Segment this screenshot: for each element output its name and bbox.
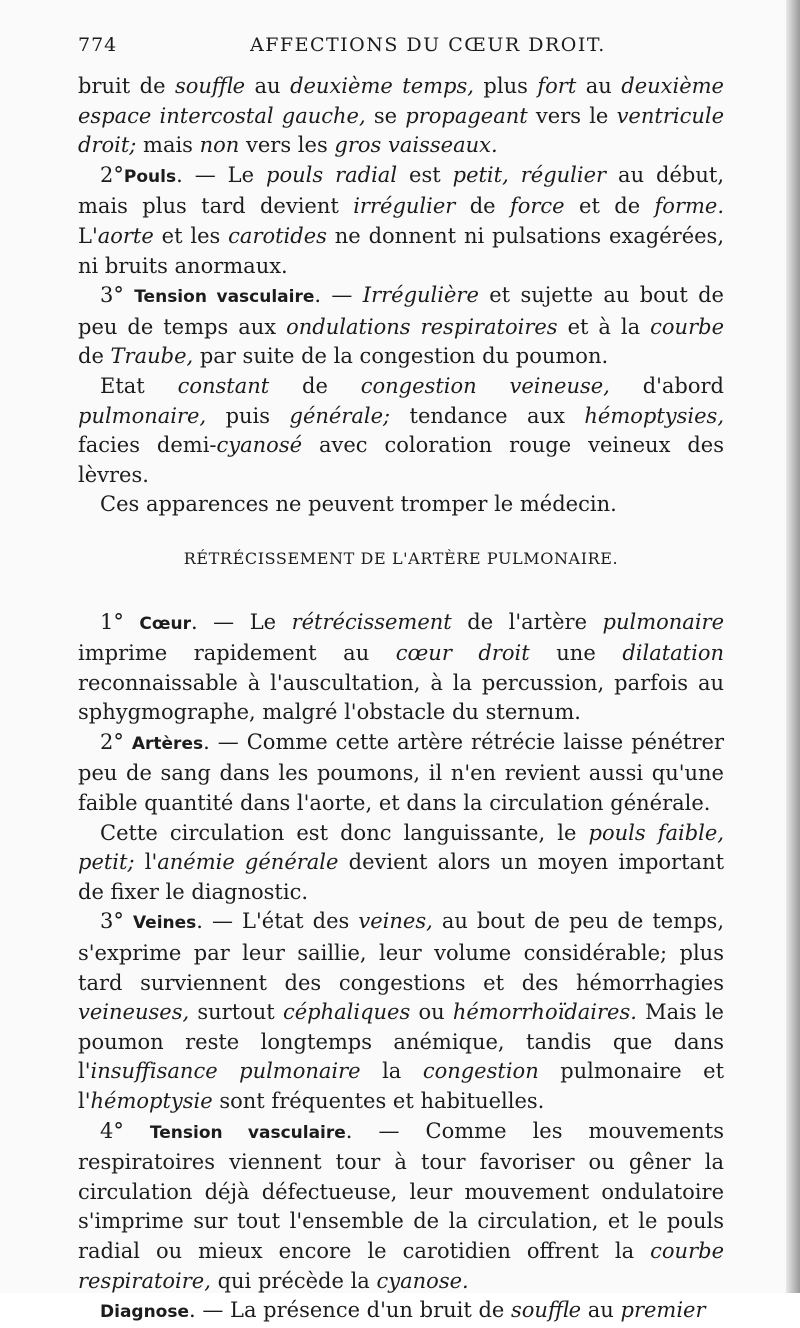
keyword-coeur: Cœur	[139, 613, 191, 634]
keyword-tension-vasculaire: Tension vasculaire	[134, 287, 315, 308]
page-edge-shadow	[786, 0, 800, 1293]
paragraph-apparences: Ces apparences ne peuvent tromper le médecin.	[100, 492, 617, 517]
paragraph-etat-constant: Etat constant de congestion veineuse, d'abord pulmonaire, puis générale; tendance aux hémoptysies, facies demi-cyanosé avec coloration rouge veineux des lèvres.	[78, 373, 725, 487]
keyword-arteres: Artères	[131, 733, 204, 754]
paragraph-tension-vasculaire-2: 4° Tension vasculaire. — Comme les mouvements respiratoires viennent tour à tour favoriser ou gêner la circulation déjà défectueuse, leur mouvement ondulatoire s'imprime sur tout l'ensemble de la circulation, et le pouls radial ou mieux encore le carotidien offrent la courbe respiratoire, qui précède la cyanose.	[78, 1118, 724, 1293]
paragraph-arteres: 2° Artères. — Comme cette artère rétrécie laisse pénétrer peu de sang dans les poumons, il n'en revient aussi qu'une faible quantité dans l'aorte, et dans la circulation générale.	[78, 729, 724, 816]
keyword-pouls: Pouls	[123, 166, 177, 187]
paragraph-circulation: Cette circulation est donc languissante, le pouls faible, petit; l'anémie générale devient alors un moyen important de fixer le diagnostic.	[78, 820, 725, 904]
page-body	[78, 72, 724, 1328]
paragraph-diagnose: Diagnose. — La présence d'un bruit de souffle au premier	[100, 1298, 706, 1323]
paragraph-coeur: 1° Cœur. — Le rétrécissement de l'artère pulmonaire imprime rapidement au cœur droit une dilatation reconnaissable à l'auscultation, à la percussion, parfois au sphygmographe, malgré l'obstacle du sternum.	[78, 609, 725, 725]
running-title: AFFECTIONS DU CŒUR DROIT.	[250, 34, 606, 56]
keyword-veines: Veines	[132, 913, 197, 934]
paragraph-tension-vasculaire: 3° Tension vasculaire. — Irrégulière et sujette au bout de peu de temps aux ondulations respiratoires et à la courbe de Traube, par suite de la congestion du poumon.	[78, 283, 724, 369]
paragraph-continuation: bruit de souffle au deuxième temps, plus fort au deuxième espace intercostal gauche, se propageant vers le ventricule droit; mais non vers les gros vaisseaux.	[78, 74, 725, 158]
paragraph-pouls: 2°Pouls. — Le pouls radial est petit, régulier au début, mais plus tard devient irrégulier de force et de forme. L'aorte et les carotides ne donnent ni pulsations exagérées, ni bruits anormaux.	[78, 162, 725, 278]
section-title: RÉTRÉCISSEMENT DE L'ARTÈRE PULMONAIRE.	[183, 548, 619, 568]
keyword-tension-vasculaire-2: Tension vasculaire	[149, 1122, 346, 1143]
paragraph-veines: 3° Veines. — L'état des veines, au bout de peu de temps, s'exprime par leur saillie, leur volume considérable; plus tard surviennent des congestions et des hémorrhagies veineuses, surtout céphaliques ou hémorrhoïdaires. Mais le poumon reste longtemps anémique, tandis que dans l'insuffisance pulmonaire la congestion pulmonaire et l'hémoptysie sont fréquentes et habituelles.	[78, 909, 725, 1113]
page-header	[78, 34, 740, 64]
page-number: 774	[78, 34, 118, 56]
keyword-diagnose: Diagnose	[100, 1302, 190, 1323]
